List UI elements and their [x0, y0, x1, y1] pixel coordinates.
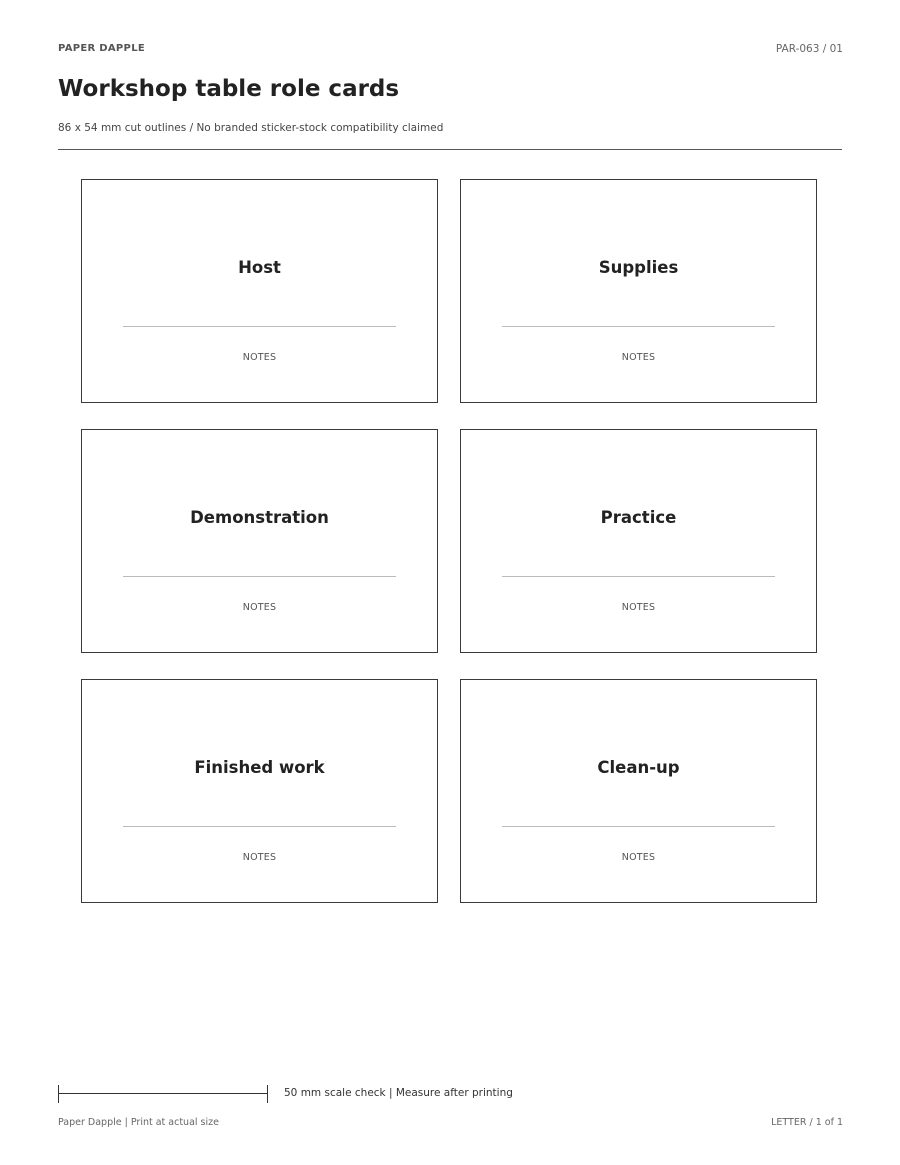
header-divider — [58, 149, 842, 150]
notes-line — [502, 826, 775, 827]
notes-line — [502, 326, 775, 327]
notes-label: NOTES — [242, 852, 277, 863]
notes-label: NOTES — [621, 602, 656, 613]
page-title: Workshop table role cards — [58, 76, 400, 102]
scale-tick-right — [267, 1085, 268, 1103]
scale-tick-left — [58, 1085, 59, 1103]
role-card-practice — [460, 429, 817, 653]
card-title: Finished work — [194, 758, 325, 777]
scale-line — [58, 1093, 268, 1094]
notes-label: NOTES — [621, 352, 656, 363]
scale-check-bar — [58, 1085, 268, 1103]
notes-line — [123, 326, 396, 327]
notes-label: NOTES — [621, 852, 656, 863]
document-id: PAR-063 / 01 — [775, 43, 843, 55]
card-title: Supplies — [598, 258, 679, 277]
role-card-finished-work — [81, 679, 438, 903]
notes-line — [502, 576, 775, 577]
footer-left-text: Paper Dapple | Print at actual size — [58, 1117, 219, 1128]
card-title: Clean-up — [597, 758, 680, 777]
footer-page-info: LETTER / 1 of 1 — [771, 1117, 843, 1128]
page-subtitle: 86 x 54 mm cut outlines / No branded sticker-stock compatibility claimed — [58, 122, 444, 134]
card-title: Practice — [600, 508, 677, 527]
role-card-demonstration — [81, 429, 438, 653]
notes-line — [123, 826, 396, 827]
card-title: Demonstration — [190, 508, 329, 527]
role-card-supplies — [460, 179, 817, 403]
notes-label: NOTES — [242, 352, 277, 363]
notes-line — [123, 576, 396, 577]
brand-name: PAPER DAPPLE — [58, 43, 145, 54]
card-title: Host — [238, 258, 281, 277]
role-card-clean-up — [460, 679, 817, 903]
role-card-host — [81, 179, 438, 403]
notes-label: NOTES — [242, 602, 277, 613]
scale-check-text: 50 mm scale check | Measure after printing — [284, 1087, 513, 1099]
